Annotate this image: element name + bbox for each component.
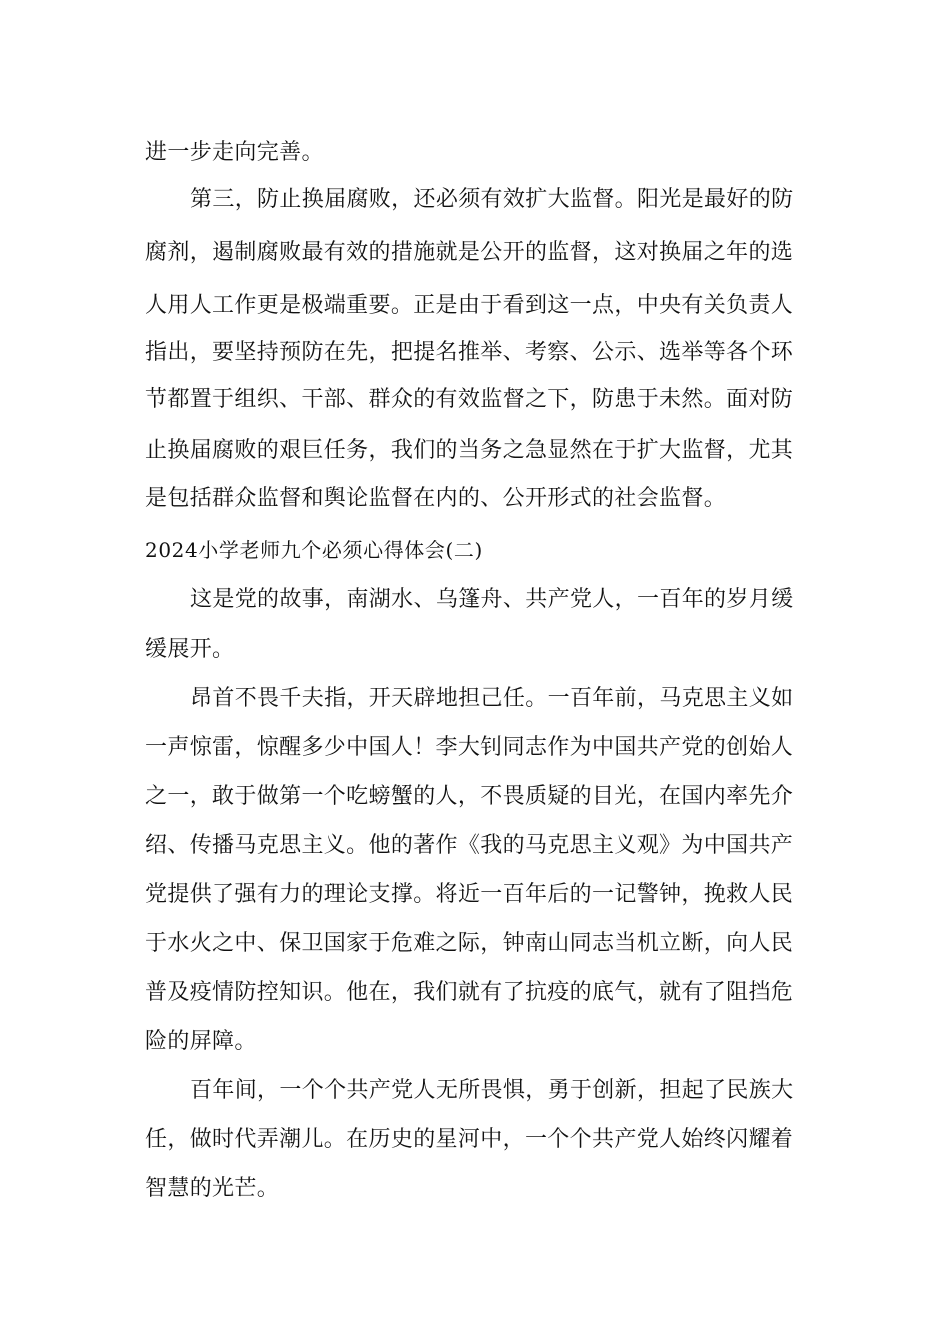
- paragraph-first-line: 这是党的故事，南湖水、乌篷舟、共产党人，一百年的岁月缓: [190, 587, 794, 612]
- text-line: 人用人工作更是极端重要。正是由于看到这一点，中央有关负责人: [145, 293, 794, 318]
- paragraph-first-line: 百年间，一个个共产党人无所畏惧，勇于创新，担起了民族大: [190, 1078, 794, 1103]
- text-line: 绍、传播马克思主义。他的著作《我的马克思主义观》为中国共产: [145, 833, 794, 858]
- paragraph-first-line: 昂首不畏千夫指，开天辟地担己任。一百年前，马克思主义如: [190, 686, 794, 711]
- text-line: 指出，要坚持预防在先，把提名推举、考察、公示、选举等各个环: [145, 340, 794, 365]
- text-line: 普及疫情防控知识。他在，我们就有了抗疫的底气，就有了阻挡危: [145, 980, 794, 1005]
- text-line: 任，做时代弄潮儿。在历史的星河中，一个个共产党人始终闪耀着: [145, 1127, 794, 1152]
- text-line: 险的屏障。: [145, 1029, 257, 1054]
- text-line: 止换届腐败的艰巨任务，我们的当务之急显然在于扩大监督，尤其: [145, 438, 794, 463]
- text-line: 是包括群众监督和舆论监督在内的、公开形式的社会监督。: [145, 486, 727, 511]
- text-line: 之一，敢于做第一个吃螃蟹的人，不畏质疑的目光，在国内率先介: [145, 784, 794, 809]
- section-heading: 2024小学老师九个必须心得体会(二): [145, 538, 483, 562]
- text-line: 节都置于组织、干部、群众的有效监督之下，防患于未然。面对防: [145, 387, 794, 412]
- text-line: 于水火之中、保卫国家于危难之际，钟南山同志当机立断，向人民: [145, 931, 794, 956]
- text-line: 缓展开。: [145, 637, 235, 662]
- text-line: 一声惊雷，惊醒多少中国人！李大钊同志作为中国共产党的创始人: [145, 735, 794, 760]
- text-line: 进一步走向完善。: [145, 140, 324, 165]
- text-line: 智慧的光芒。: [145, 1176, 280, 1201]
- paragraph-first-line: 第三，防止换届腐败，还必须有效扩大监督。阳光是最好的防: [190, 187, 794, 212]
- text-line: 腐剂，遏制腐败最有效的措施就是公开的监督，这对换届之年的选: [145, 240, 794, 265]
- text-line: 党提供了强有力的理论支撑。将近一百年后的一记警钟，挽救人民: [145, 882, 794, 907]
